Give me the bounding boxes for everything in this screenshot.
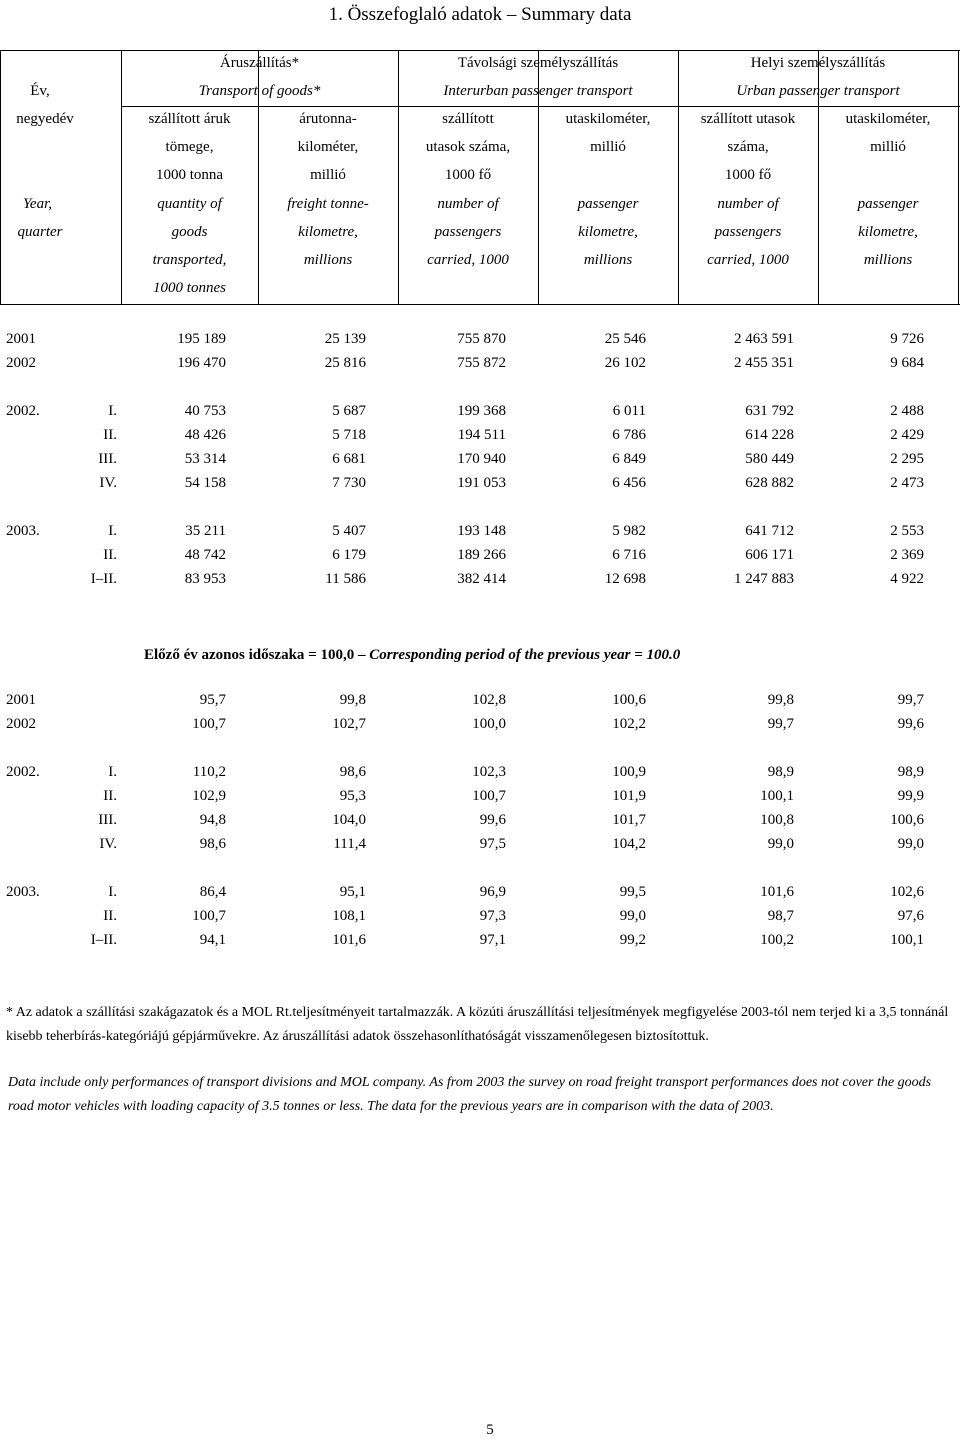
table-cell: 97,5 [479, 836, 506, 852]
column-header-en: goods [171, 224, 208, 240]
table-cell: 11 586 [325, 571, 366, 587]
table-cell: 102,6 [890, 884, 924, 900]
table-cell: 755 872 [457, 355, 506, 371]
table-cell: 100,0 [472, 716, 506, 732]
table-cell: 755 870 [457, 331, 506, 347]
table-cell: 100,6 [612, 692, 646, 708]
column-header-en: kilometre, [858, 224, 918, 240]
header-bottom-border [0, 304, 960, 305]
column-header-en: millions [583, 252, 633, 268]
table-cell: 100,9 [612, 764, 646, 780]
row-year: 2003. [6, 884, 40, 900]
table-cell: 97,3 [479, 908, 506, 924]
table-cell: 95,3 [339, 788, 366, 804]
column-header-en: passengers [434, 224, 502, 240]
table-cell: 99,7 [767, 716, 794, 732]
table-cell: 26 102 [604, 355, 646, 371]
table-cell: 54 158 [184, 475, 226, 491]
table-cell: 104,0 [332, 812, 366, 828]
column-header-hu: utasok száma, [425, 139, 511, 155]
table-cell: 101,6 [332, 932, 366, 948]
row-year: 2002 [6, 716, 36, 732]
table-cell: 101,9 [612, 788, 646, 804]
table-cell: 99,0 [897, 836, 924, 852]
column-header-en: millions [303, 252, 353, 268]
table-cell: 99,5 [619, 884, 646, 900]
table-cell: 102,7 [332, 716, 366, 732]
column-header-hu: 1000 fő [724, 167, 772, 183]
table-cell: 5 407 [332, 523, 366, 539]
table-cell: 102,8 [472, 692, 506, 708]
column-header-hu: 1000 fő [444, 167, 492, 183]
table-cell: 193 148 [457, 523, 506, 539]
table-cell: 606 171 [745, 547, 794, 563]
row-quarter: IV. [99, 475, 117, 491]
table-cell: 98,7 [767, 908, 794, 924]
table-cell: 98,9 [767, 764, 794, 780]
table-cell: 6 456 [612, 475, 646, 491]
table-cell: 2 463 591 [734, 331, 794, 347]
table-cell: 40 753 [184, 403, 226, 419]
table-cell: 9 684 [890, 355, 924, 371]
table-cell: 96,9 [479, 884, 506, 900]
column-header-en: freight tonne- [287, 196, 369, 212]
table-cell: 9 726 [890, 331, 924, 347]
table-cell: 100,7 [192, 908, 226, 924]
header-top-border [0, 50, 960, 51]
row-quarter: I–II. [90, 932, 117, 948]
row-quarter: III. [98, 451, 117, 467]
column-header-en: 1000 tonnes [153, 280, 226, 296]
column-header-hu: árutonna- [299, 111, 357, 127]
column-header-hu: kilométer, [297, 139, 359, 155]
table-cell: 94,1 [199, 932, 226, 948]
table-cell: 108,1 [332, 908, 366, 924]
row-label-en-1: Year, [22, 196, 53, 212]
column-header-hu: utaskilométer, [845, 111, 931, 127]
table-cell: 2 553 [890, 523, 924, 539]
index-heading-hu: Előző év azonos időszaka = 100,0 – [144, 647, 366, 663]
table-cell: 5 982 [612, 523, 646, 539]
table-cell: 104,2 [612, 836, 646, 852]
column-header-en: millions [863, 252, 913, 268]
column-header-en: number of [437, 196, 499, 212]
table-cell: 53 314 [184, 451, 226, 467]
table-cell: 382 414 [457, 571, 506, 587]
table-cell: 25 816 [324, 355, 366, 371]
table-cell: 100,1 [890, 932, 924, 948]
table-cell: 199 368 [457, 403, 506, 419]
row-quarter: II. [103, 788, 117, 804]
row-quarter: III. [98, 812, 117, 828]
table-cell: 2 369 [890, 547, 924, 563]
table-cell: 6 011 [612, 403, 646, 419]
column-header-en: carried, 1000 [707, 252, 789, 268]
table-cell: 99,7 [897, 692, 924, 708]
table-cell: 101,7 [612, 812, 646, 828]
row-year: 2001 [6, 331, 36, 347]
table-cell: 100,7 [472, 788, 506, 804]
table-cell: 35 211 [185, 523, 226, 539]
table-cell: 48 742 [184, 547, 226, 563]
table-cell: 6 849 [612, 451, 646, 467]
table-cell: 99,9 [897, 788, 924, 804]
row-year: 2002 [6, 355, 36, 371]
column-header-hu: millió [310, 167, 346, 183]
group-title-en: Urban passenger transport [736, 83, 900, 99]
table-cell: 1 247 883 [734, 571, 794, 587]
column-header-hu: 1000 tonna [155, 167, 224, 183]
table-cell: 95,7 [199, 692, 226, 708]
table-cell: 99,6 [897, 716, 924, 732]
table-cell: 5 687 [332, 403, 366, 419]
column-header-en: kilometre, [578, 224, 638, 240]
table-cell: 7 730 [332, 475, 366, 491]
row-year: 2002. [6, 403, 40, 419]
table-cell: 99,6 [479, 812, 506, 828]
row-year: 2001 [6, 692, 36, 708]
column-header-hu: millió [870, 139, 906, 155]
table-cell: 631 792 [745, 403, 794, 419]
table-cell: 94,8 [199, 812, 226, 828]
table-cell: 97,1 [479, 932, 506, 948]
column-header-en: kilometre, [298, 224, 358, 240]
group-divider-line [121, 106, 960, 107]
group-title-hu: Áruszállítás* [219, 55, 300, 71]
table-cell: 95,1 [339, 884, 366, 900]
column-header-hu: szállított áruk [148, 111, 231, 127]
table-cell: 628 882 [745, 475, 794, 491]
row-quarter: I. [108, 403, 117, 419]
table-cell: 2 473 [890, 475, 924, 491]
table-cell: 101,6 [760, 884, 794, 900]
column-header-hu: utaskilométer, [565, 111, 651, 127]
table-cell: 191 053 [457, 475, 506, 491]
header-column-border [958, 50, 959, 304]
table-cell: 170 940 [457, 451, 506, 467]
table-cell: 196 470 [177, 355, 226, 371]
table-cell: 99,0 [619, 908, 646, 924]
row-year: 2003. [6, 523, 40, 539]
table-cell: 98,6 [339, 764, 366, 780]
row-label-hu-2: negyedév [16, 111, 74, 127]
table-cell: 12 698 [604, 571, 646, 587]
table-cell: 102,3 [472, 764, 506, 780]
column-header-hu: millió [590, 139, 626, 155]
table-cell: 195 189 [177, 331, 226, 347]
table-cell: 25 546 [604, 331, 646, 347]
group-title-en: Interurban passenger transport [443, 83, 633, 99]
footnote-hu: * Az adatok a szállítási szakágazatok és a MOL Rt.teljesítményeit tartalmazzák. A közúti áruszállítási teljesítmények megfigyelése 2003-tól nem terjed ki a 3,5 tonnánál kisebb teherbírás-kategóriájú gépjárművekre. Az áruszállítási adatok összehasonlíthatóságát visszamenőlegesen biztosítottuk. [6, 1005, 949, 1044]
table-cell: 99,0 [767, 836, 794, 852]
table-cell: 48 426 [184, 427, 226, 443]
index-heading-en: Corresponding period of the previous year = 100.0 [369, 647, 681, 663]
table-cell: 102,2 [612, 716, 646, 732]
table-cell: 102,9 [192, 788, 226, 804]
column-header-hu: tömege, [165, 139, 214, 155]
page-number: 5 [486, 1422, 494, 1438]
table-cell: 2 295 [890, 451, 924, 467]
column-header-en: quantity of [157, 196, 222, 212]
row-label-hu-1: Év, [30, 83, 50, 99]
row-year: 2002. [6, 764, 40, 780]
table-cell: 2 455 351 [734, 355, 794, 371]
row-label-en-2: quarter [17, 224, 63, 240]
table-cell: 194 511 [457, 427, 506, 443]
table-cell: 2 429 [890, 427, 924, 443]
table-cell: 110,2 [192, 764, 226, 780]
table-cell: 189 266 [457, 547, 506, 563]
column-header-en: carried, 1000 [427, 252, 509, 268]
footnote-en: Data include only performances of transport divisions and MOL company. As from 2003 the survey on road freight transport performances does not cover the goods road motor vehicles with loading capacity of 3.5 tonnes or less. The data for the previous years are in comparison with the data of 2003. [8, 1075, 932, 1114]
table-cell: 100,2 [760, 932, 794, 948]
table-cell: 86,4 [199, 884, 226, 900]
table-cell: 6 716 [612, 547, 646, 563]
table-cell: 99,2 [619, 932, 646, 948]
row-quarter: II. [103, 908, 117, 924]
table-cell: 99,8 [339, 692, 366, 708]
row-quarter: I–II. [90, 571, 117, 587]
row-quarter: I. [108, 884, 117, 900]
column-header-en: number of [717, 196, 779, 212]
column-header-en: passenger [857, 196, 919, 212]
table-cell: 99,8 [767, 692, 794, 708]
table-cell: 6 179 [332, 547, 366, 563]
group-title-en: Transport of goods* [198, 83, 321, 99]
table-cell: 100,6 [890, 812, 924, 828]
table-cell: 98,9 [897, 764, 924, 780]
row-quarter: IV. [99, 836, 117, 852]
row-quarter: II. [103, 427, 117, 443]
column-header-hu: szállított utasok [700, 111, 796, 127]
row-quarter: I. [108, 523, 117, 539]
table-cell: 100,8 [760, 812, 794, 828]
column-header-en: passenger [577, 196, 639, 212]
table-cell: 111,4 [333, 836, 366, 852]
table-cell: 5 718 [332, 427, 366, 443]
row-quarter: I. [108, 764, 117, 780]
table-cell: 641 712 [745, 523, 794, 539]
table-cell: 97,6 [897, 908, 924, 924]
table-cell: 580 449 [745, 451, 794, 467]
table-cell: 100,7 [192, 716, 226, 732]
column-header-hu: száma, [727, 139, 769, 155]
table-cell: 25 139 [324, 331, 366, 347]
table-cell: 83 953 [184, 571, 226, 587]
table-cell: 6 681 [332, 451, 366, 467]
page-title: 1. Összefoglaló adatok – Summary data [328, 4, 632, 25]
table-cell: 4 922 [890, 571, 924, 587]
table-cell: 6 786 [612, 427, 646, 443]
table-cell: 614 228 [745, 427, 794, 443]
index-heading [144, 647, 680, 664]
table-cell: 100,1 [760, 788, 794, 804]
table-cell: 2 488 [890, 403, 924, 419]
group-title-hu: Távolsági személyszállítás [457, 55, 619, 71]
column-header-en: transported, [152, 252, 227, 268]
row-quarter: II. [103, 547, 117, 563]
column-header-hu: szállított [442, 111, 494, 127]
group-title-hu: Helyi személyszállítás [750, 55, 886, 71]
table-cell: 98,6 [199, 836, 226, 852]
column-header-en: passengers [714, 224, 782, 240]
